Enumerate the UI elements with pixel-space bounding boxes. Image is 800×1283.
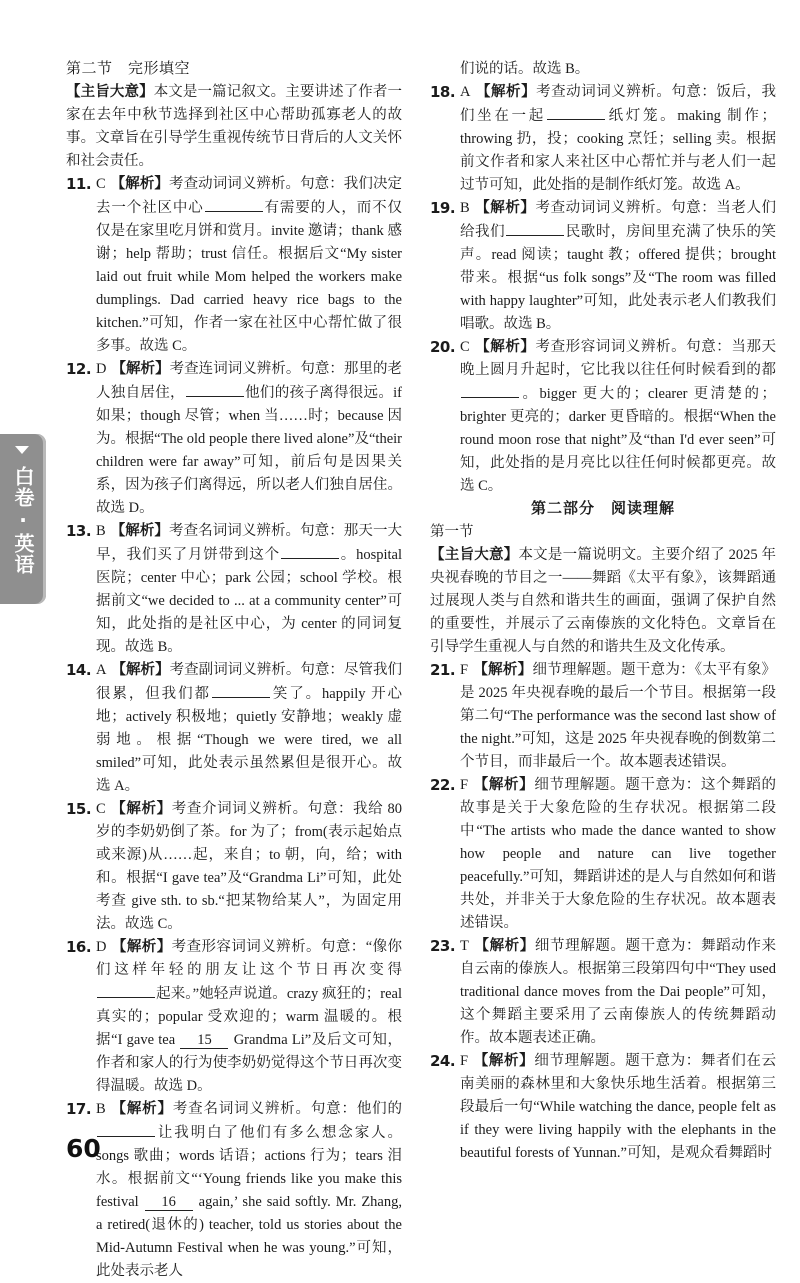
analysis-tag: 【解析】: [111, 662, 170, 678]
answer-letter: T: [460, 938, 469, 954]
item-number: 21.: [430, 661, 456, 679]
analysis-tag: 【解析】: [473, 1053, 535, 1069]
answer-item: [430, 935, 776, 1050]
cloze-answer-list: [430, 81, 776, 498]
right-column: [430, 58, 776, 1165]
explanation-text: 考查动词词义辨析。句意：我们决定去一个社区中心: [96, 176, 403, 216]
explanation-text: 考查动词词义辨析。句意：当老人们给我们: [460, 200, 777, 240]
main-idea-label: 【主旨大意】: [430, 547, 519, 563]
analysis-tag: 【解析】: [473, 662, 533, 678]
item-number: 17.: [66, 1100, 92, 1118]
item-number: 16.: [66, 938, 92, 956]
analysis-tag: 【解析】: [111, 939, 172, 955]
item-number: 18.: [430, 83, 456, 101]
answer-blank: [461, 382, 519, 398]
explanation-text: 让我明白了他们有多么想念家人。songs 歌曲；words 话语；actions 行为；tears 泪水。根据前文“‘Young friends like you make this festival: [96, 1125, 402, 1210]
analysis-tag: 【解析】: [473, 777, 535, 793]
analysis-tag: 【解析】: [111, 361, 170, 377]
explanation-text: 细节理解题。题干意为：舞蹈动作来自云南的傣族人。根据第三段第四句中“They used traditional dance moves from the Dai people”可知，这个舞蹈主要采用了云南傣族人的传统舞蹈动作。故本题表述正确。: [460, 938, 777, 1046]
answer-letter: A: [460, 84, 471, 100]
answer-item: [66, 659, 402, 798]
explanation-text: 考查介词词义辨析。句意：我给 80 岁的李奶奶倒了茶。for 为了；from(表示起始点或来源)从……起，来自；to 朝，向，给；with 和。根据“I gave tea”及“Grandma Li”可知，此处考查 give sth. to sb.“把某物给某人”，为固定用法。故选 C。: [96, 801, 403, 932]
main-idea-label: 【主旨大意】: [66, 84, 154, 100]
answer-item: [66, 1098, 402, 1283]
continued-text: 们说的话。故选 B。: [460, 61, 590, 77]
analysis-tag: 【解析】: [110, 801, 172, 817]
answer-blank: [547, 104, 605, 120]
answer-blank: 15: [180, 1033, 228, 1049]
item-number: 22.: [430, 776, 456, 794]
answer-blank: [281, 543, 339, 559]
explanation-text: 细节理解题。题干意为：舞者们在云南美丽的森林里和大象快乐地生活着。根据第三段最后一句“While watching the dance, people felt as if they were living happily with the elephants in the beautiful forests of Yunnan.”可知，是观众看舞蹈时: [460, 1053, 777, 1161]
explanation-text: 考查形容词词义辨析。句意：当那天晚上圆月升起时，它比我以往任何时候看到的都: [460, 339, 777, 378]
answer-blank: 16: [145, 1195, 193, 1211]
answer-blank: [212, 682, 270, 698]
answer-blank: [97, 1121, 155, 1137]
analysis-tag: 【解析】: [474, 339, 536, 355]
explanation-text: again,’ she said softly. Mr. Zhang, a retired(退休的) teacher, told us stories about the Mid-Autumn Festival when he was young.”可知，此处表示老人: [96, 1194, 402, 1279]
answer-letter: A: [96, 662, 107, 678]
item-number: 11.: [66, 175, 92, 193]
explanation-text: 考查连词词义辨析。句意：那里的老人独自居住，: [96, 361, 403, 401]
explanation-text: 笑了。happily 开心地；actively 积极地；quietly 安静地；weakly 虚弱地。根据“Though we were tired, we all smiled”可知，此处表示虽然累但是很开心。故选 A。: [96, 686, 403, 794]
answer-item: [430, 336, 776, 498]
answer-item: [430, 1050, 776, 1165]
explanation-text: 他们的孩子离得很远。if 如果；though 尽管；when 当……时；because 因为。根据“The old people there lived alone”及“their children were far away”可知，前后句是因果关系，因为孩子们离得远，所以老人们独自居住。故选 D。: [96, 385, 403, 516]
answer-letter: C: [460, 339, 470, 355]
answer-letter: B: [96, 1101, 106, 1117]
answer-item: [66, 936, 402, 1098]
answer-item: [430, 774, 776, 935]
explanation-text: 民歌时，房间里充满了快乐的笑声。read 阅读；taught 教；offered 提供；brought 带来。根据“us folk songs”及“The room was filled with happy laughter”可知，此处表示老人们教我们唱歌。故选 B。: [460, 224, 777, 332]
answer-letter: F: [460, 662, 469, 678]
side-tab: [0, 434, 46, 604]
reading-answer-list: [430, 659, 776, 1165]
answer-blank: [205, 196, 263, 212]
side-tab-label: 白卷·英语: [11, 466, 35, 575]
item-number: 14.: [66, 661, 92, 679]
analysis-tag: 【解析】: [474, 200, 536, 216]
analysis-tag: 【解析】: [110, 1101, 173, 1117]
answer-letter: D: [96, 939, 107, 955]
answer-item: [66, 358, 402, 520]
answer-item: [66, 173, 402, 358]
subsection-heading: 第一节: [430, 524, 474, 540]
item-number: 13.: [66, 522, 92, 540]
answer-letter: F: [460, 777, 469, 793]
main-idea-text: 本文是一篇记叙文。主要讲述了作者一家在去年中秋节选择到社区中心帮助孤寡老人的故事。文章旨在引导学生重视传统节日背后的人文关怀和社会责任。: [66, 84, 403, 169]
tab-arrow-icon: [15, 446, 29, 454]
answer-blank: [97, 982, 155, 998]
section-heading: 第二节 完形填空: [66, 61, 191, 77]
explanation-text: 细节理解题。题干意为：《太平有象》是 2025 年央视春晚的最后一个节目。根据第一段第二句“The performance was the second last show of the night.”可知，这是 2025 年央视春晚的倒数第二个节目，而非最后一个。故本题表述错误。: [460, 662, 777, 770]
answer-letter: C: [96, 176, 106, 192]
answer-letter: B: [460, 200, 470, 216]
answer-item: [66, 520, 402, 659]
explanation-text: 考查副词词义辨析。句意：尽管我们很累，但我们都: [96, 662, 403, 702]
explanation-text: 细节理解题。题干意为：这个舞蹈的故事是关于大象危险的生存状况。根据第二段中“The artists who made the dance wanted to show how people and nature can live together peacefully.”可知，舞蹈讲述的是人与自然如何和谐共处，并非关于大象危险的生存状况。故本题表述错误。: [460, 777, 777, 931]
part-heading: 第二部分 阅读理解: [530, 501, 675, 517]
item-number: 15.: [66, 800, 92, 818]
explanation-text: 考查动词词义辨析。句意：饭后，我们坐在一起: [460, 84, 777, 124]
item-number: 19.: [430, 199, 456, 217]
left-column: [66, 58, 402, 1283]
item-number: 20.: [430, 338, 456, 356]
answer-item: [430, 659, 776, 774]
explanation-text: 考查形容词词义辨析。句意：“像你们这样年轻的朋友让这个节日再次变得: [96, 939, 403, 978]
main-idea-summary: [66, 81, 402, 173]
explanation-text: 。bigger 更大的；clearer 更清楚的；brighter 更亮的；darker 更昏暗的。根据“When the round moon rose that night”及“than I'd ever seen”可知，此处指的是月亮比以往任何时候都更亮。故选 C。: [460, 386, 776, 494]
answer-letter: C: [96, 801, 106, 817]
analysis-tag: 【解析】: [473, 938, 535, 954]
answer-item: [430, 81, 776, 197]
explanation-text: Grandma Li”及后文可知，作者和家人的行为使李奶奶觉得这个节日再次变得温暖。故选 D。: [96, 1032, 402, 1094]
item-number: 12.: [66, 360, 92, 378]
analysis-tag: 【解析】: [110, 523, 170, 539]
explanation-text: 起来。”她轻声说道。crazy 疯狂的；real 真实的；popular 受欢迎的；warm 温暖的。根据“I gave tea: [96, 986, 402, 1048]
item-number: 24.: [430, 1052, 456, 1070]
answer-blank: [506, 220, 564, 236]
analysis-tag: 【解析】: [110, 176, 170, 192]
main-idea-text: 本文是一篇说明文。主要介绍了 2025 年央视春晚的节目之一——舞蹈《太平有象》，该舞蹈通过展现人类与自然和谐共生的画面，强调了保护自然的重要性，并展示了云南傣族的文化特色。文章旨在引导学生重视人与自然的和谐共生及文化传承。: [430, 547, 777, 655]
explanation-text: 有需要的人，而不仅仅是在家里吃月饼和赏月。invite 邀请；thank 感谢；help 帮助；trust 信任。根据后文“My sister laid out fruit while Mom helped the workers make dumplings. Dad carried heavy rice bags to the kitchen.”可知，作者一家在社区中心帮忙做了很多事。故选 C。: [96, 200, 402, 354]
answer-item: [66, 798, 402, 936]
page-number: 60: [66, 1134, 101, 1163]
analysis-tag: 【解析】: [475, 84, 537, 100]
answer-letter: F: [460, 1053, 469, 1069]
answer-blank: [186, 381, 244, 397]
explanation-text: 考查名词词义辨析。句意：他们的: [172, 1101, 403, 1117]
cloze-answer-list: [66, 173, 402, 1283]
answer-letter: B: [96, 523, 106, 539]
item-number: 23.: [430, 937, 456, 955]
answer-item: [430, 197, 776, 336]
answer-letter: D: [96, 361, 107, 377]
main-idea-summary: [430, 544, 776, 659]
explanation-text: 纸灯笼。making 制作；throwing 扔，投；cooking 烹饪；selling 卖。根据前文作者和家人来社区中心帮忙并与老人们一起过节可知，此处指的是制作纸灯笼。故选 A。: [460, 108, 777, 193]
explanation-text: 。hospital 医院；center 中心；park 公园；school 学校。根据前文“we decided to ... at a community center”可知，此处指的是社区中心，为 center 的同词复现。故选 B。: [96, 547, 403, 655]
explanation-text: 考查名词词义辨析。句意：那天一大早，我们买了月饼带到这个: [96, 523, 403, 563]
